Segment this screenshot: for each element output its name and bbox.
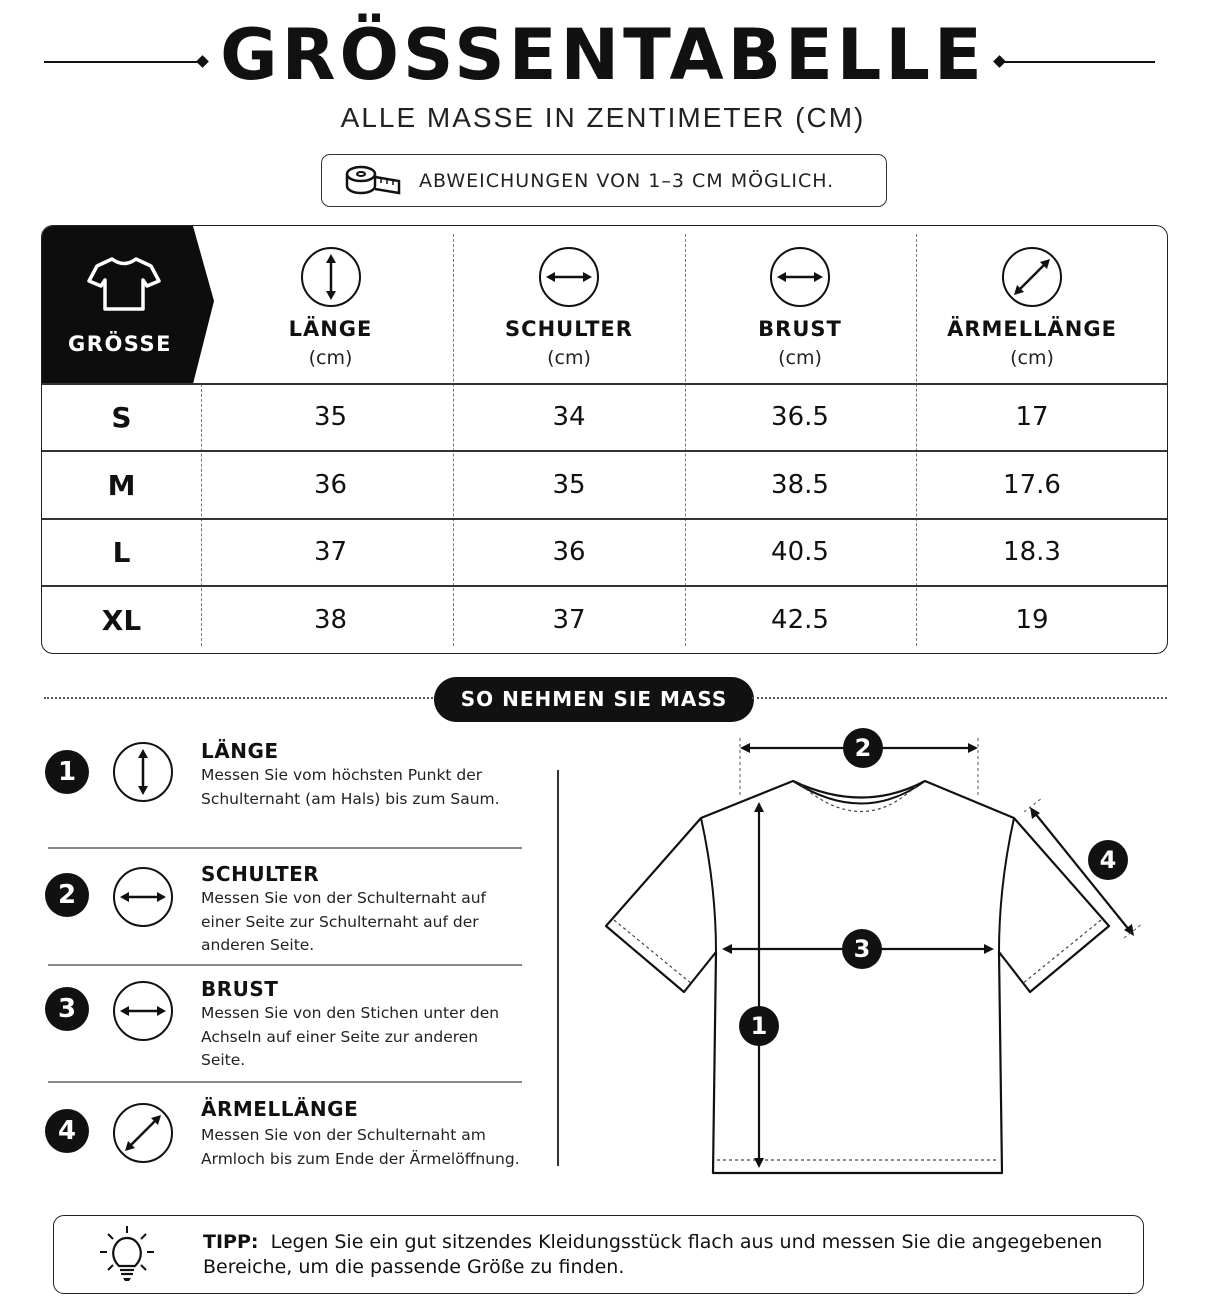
instruction-sleeve [45, 1096, 525, 1204]
sleeve-cell: 17 [1015, 402, 1049, 432]
diagonal-arrow-icon [112, 1102, 174, 1164]
title-right-line [1003, 61, 1155, 63]
tshirt-icon [87, 256, 161, 312]
diagram-label-shoulder: 2 [843, 728, 883, 768]
chest-cell: 36.5 [771, 402, 829, 432]
chest-cell: 38.5 [771, 470, 829, 500]
table-row [42, 452, 1167, 519]
shoulder-cell: 34 [552, 402, 586, 432]
size-header-label: GRÖSSE [68, 332, 172, 356]
horizontal-arrow-icon [112, 866, 174, 928]
page-title: GRÖSSENTABELLE [220, 14, 986, 96]
instruction-divider [48, 1081, 522, 1083]
length-cell: 36 [313, 470, 348, 500]
step-title: SCHULTER [201, 862, 320, 886]
diagonal-arrow-icon [1001, 246, 1063, 308]
horizontal-arrow-icon [538, 246, 600, 308]
column-title-chest: BRUST [758, 317, 842, 341]
vertical-arrow-icon [112, 741, 174, 803]
chest-cell: 42.5 [771, 605, 829, 635]
tip-box [53, 1215, 1144, 1294]
horizontal-arrow-icon [112, 980, 174, 1042]
section-divider-left [44, 697, 436, 699]
tip-text [203, 1230, 1103, 1280]
step-number-badge: 2 [45, 873, 89, 917]
size-table [41, 225, 1168, 654]
column-unit-length: (cm) [308, 347, 353, 369]
step-description: Messen Sie vom höchsten Punkt der Schulternaht (am Hals) bis zum Saum. [201, 766, 500, 808]
size-cell: L [112, 536, 131, 569]
section-vertical-divider [557, 770, 559, 1166]
column-unit-sleeve: (cm) [1010, 347, 1054, 369]
step-number-badge: 1 [45, 750, 89, 794]
shoulder-cell: 35 [552, 470, 586, 500]
sleeve-cell: 17.6 [1003, 470, 1061, 500]
diagram-label-chest: 3 [842, 929, 882, 969]
instruction-length [45, 738, 525, 848]
instruction-divider [48, 964, 522, 966]
deviation-note [321, 154, 887, 207]
diagram-label-length: 1 [739, 1006, 779, 1046]
page-subtitle: ALLE MASSE IN ZENTIMETER (CM) [340, 102, 866, 133]
step-title: ÄRMELLÄNGE [201, 1097, 359, 1121]
column-unit-shoulder: (cm) [547, 347, 591, 369]
length-cell: 35 [313, 402, 348, 432]
column-title-shoulder: SCHULTER [505, 317, 633, 341]
step-description: Messen Sie von den Stichen unter den Achseln auf einer Seite zur anderen Seite. [201, 1004, 500, 1069]
size-cell: M [107, 469, 136, 502]
column-unit-chest: (cm) [778, 347, 822, 369]
step-number-badge: 4 [45, 1109, 89, 1153]
size-cell: XL [101, 604, 142, 637]
length-cell: 37 [313, 537, 348, 567]
section-heading: SO NEHMEN SIE MASS [434, 677, 754, 722]
table-row [42, 384, 1167, 451]
chest-cell: 40.5 [771, 537, 829, 567]
tip-label: TIPP: [203, 1231, 259, 1253]
table-row [42, 587, 1167, 654]
shoulder-cell: 37 [552, 605, 586, 635]
instruction-shoulder [45, 861, 525, 965]
length-cell: 38 [313, 605, 348, 635]
deviation-note-text: ABWEICHUNGEN VON 1–3 CM MÖGLICH. [419, 170, 835, 192]
size-header-cell [42, 226, 214, 384]
step-title: BRUST [201, 977, 279, 1001]
step-number-badge: 3 [45, 987, 89, 1031]
step-description: Messen Sie von der Schulternaht auf einer Seite zur Schulternaht auf der anderen Seite. [201, 889, 486, 954]
sleeve-cell: 19 [1015, 605, 1049, 635]
sleeve-cell: 18.3 [1003, 537, 1061, 567]
column-header-chest [685, 226, 915, 384]
step-title: LÄNGE [201, 739, 279, 763]
tip-body: Legen Sie ein gut sitzendes Kleidungsstück flach aus und messen Sie die angegebenen Bereiche, um die passende Größe zu finden. [203, 1231, 1103, 1278]
section-divider-right [752, 697, 1167, 699]
column-header-length [212, 226, 449, 384]
column-header-shoulder [453, 226, 685, 384]
lightbulb-icon [98, 1224, 156, 1284]
step-description: Messen Sie von der Schulternaht am Armloch bis zum Ende der Ärmelöffnung. [201, 1126, 520, 1168]
diagram-label-sleeve: 4 [1088, 840, 1128, 880]
instruction-chest [45, 976, 525, 1080]
measuring-tape-icon [344, 163, 402, 199]
shoulder-cell: 36 [552, 537, 586, 567]
table-row [42, 519, 1167, 586]
column-header-sleeve [916, 226, 1148, 384]
instruction-divider [48, 847, 522, 849]
horizontal-arrow-icon [769, 246, 831, 308]
size-cell: S [111, 401, 132, 434]
column-title-length: LÄNGE [288, 317, 373, 341]
vertical-arrow-icon [300, 246, 362, 308]
column-title-sleeve: ÄRMELLÄNGE [947, 317, 1117, 341]
